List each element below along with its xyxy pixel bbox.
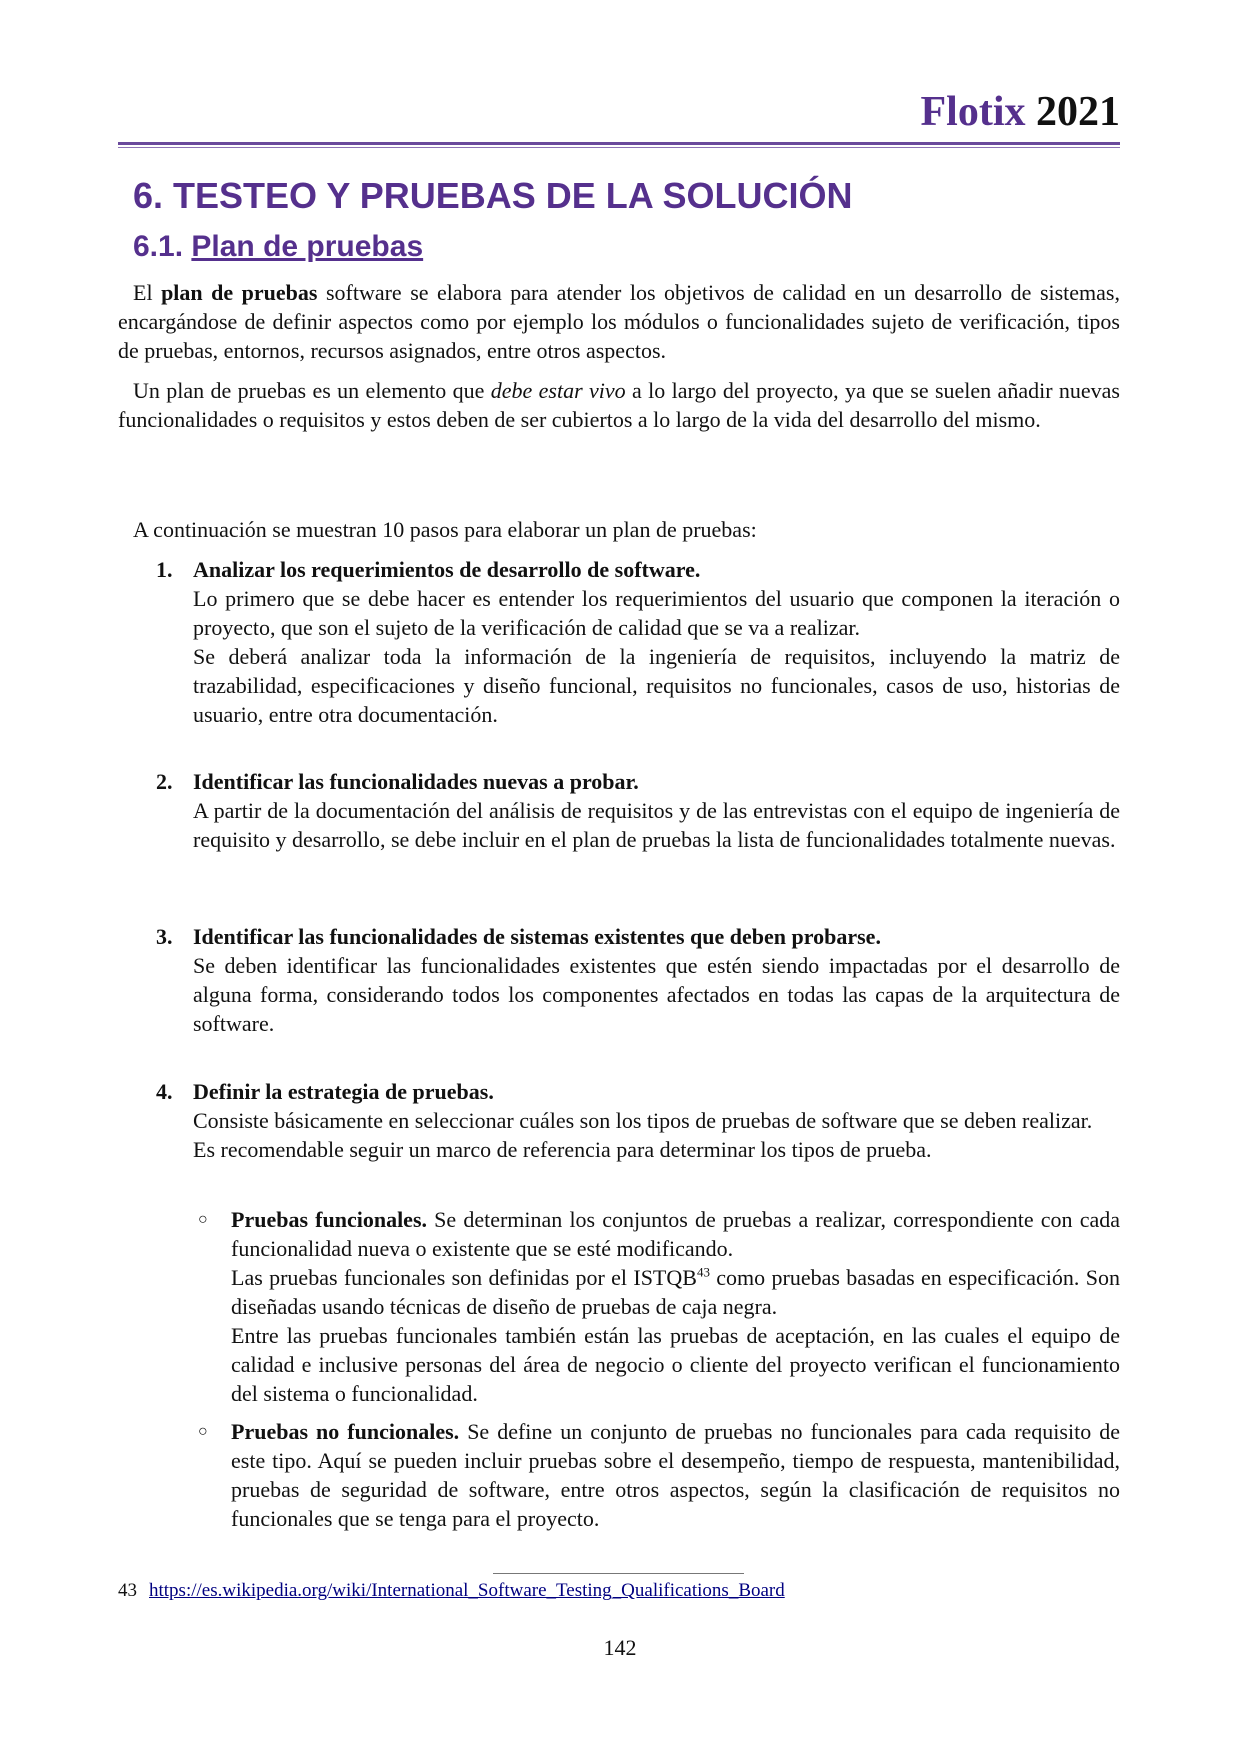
step-text: Es recomendable seguir un marco de referencia para determinar los tipos de prueba.	[193, 1137, 932, 1162]
bullet-text: como pruebas basadas en especificación. Son diseñadas usando técnicas de diseño de pruebas de caja negra.	[231, 1265, 1120, 1319]
list-item	[156, 922, 1120, 1038]
step-text: Se deberá analizar toda la información de la ingeniería de requisitos, incluyendo la matriz de trazabilidad, especificaciones y diseño funcional, requisitos no funcionales, casos de uso, historias de usuario, entre otra documentación.	[193, 644, 1120, 727]
bullet-item	[198, 1205, 1120, 1408]
chapter-title: 6. TESTEO Y PRUEBAS DE LA SOLUCIÓN	[133, 175, 853, 216]
paragraph-2	[118, 376, 1120, 434]
section-number: 6.1.	[133, 230, 184, 263]
list-number: 1.	[156, 557, 173, 582]
circle-bullet-icon: ○	[198, 1423, 208, 1440]
header-rule	[118, 142, 1120, 145]
list-number: 4.	[156, 1079, 173, 1104]
bold-text: plan de pruebas	[161, 280, 318, 305]
step-text: Se deben identificar las funcionalidades existentes que estén siendo impactadas por el desarrollo de alguna forma, considerando todos los componentes afectados en todas las capas de la arquitectura de software.	[193, 953, 1120, 1036]
header-brand: Flotix	[920, 89, 1026, 135]
bullet-title: Pruebas no funcionales.	[231, 1419, 460, 1444]
footnote	[118, 1580, 785, 1602]
text: software se elabora para atender los objetivos de calidad en un desarrollo de sistemas, encargándose de definir aspectos como por ejemplo los módulos o funcionalidades sujeto de verificación, tipos de pruebas, entornos, recursos asignados, entre otros aspectos.	[118, 280, 1120, 363]
section-title	[133, 230, 423, 264]
list-number: 2.	[156, 769, 173, 794]
bullet-text: Se define un conjunto de pruebas no funcionales para cada requisito de este tipo. Aquí se pueden incluir pruebas sobre el desempeño, tiempo de respuesta, mantenibilidad, pruebas de seguridad de software, entre otros aspectos, según la clasificación de requisitos no funcionales que se tenga para el proyecto.	[231, 1419, 1120, 1531]
bullet-text: Se determinan los conjuntos de pruebas a realizar, correspondiente con cada funcionalidad nueva o existente que se esté modificando.	[231, 1207, 1120, 1261]
text: Un plan de pruebas es un elemento que	[133, 378, 491, 403]
paragraph-1	[118, 278, 1120, 365]
running-header	[921, 88, 1120, 136]
step-text: Consiste básicamente en seleccionar cuáles son los tipos de pruebas de software que se deben realizar.	[193, 1108, 1093, 1133]
header-year: 2021	[1036, 89, 1120, 135]
bullet-text: Las pruebas funcionales son definidas por el ISTQB	[231, 1265, 697, 1290]
footnote-ref[interactable]: 43	[696, 1264, 710, 1280]
text: El	[133, 280, 162, 305]
list-number: 3.	[156, 924, 173, 949]
footnote-separator	[493, 1573, 744, 1574]
header-rule-thin	[118, 147, 1120, 148]
step-title: Identificar las funcionalidades nuevas a probar.	[193, 769, 639, 794]
list-item	[156, 1077, 1120, 1164]
step-title: Analizar los requerimientos de desarrollo de software.	[193, 557, 701, 582]
italic-text: debe estar vivo	[490, 378, 626, 403]
bullet-item	[198, 1417, 1120, 1533]
text: A continuación se muestran 10 pasos para elaborar un plan de pruebas:	[133, 517, 757, 542]
step-text: Lo primero que se debe hacer es entender los requerimientos del usuario que componen la iteración o proyecto, que son el sujeto de la verificación de calidad que se va a realizar.	[193, 586, 1120, 640]
step-title: Identificar las funcionalidades de sistemas existentes que deben probarse.	[193, 924, 881, 949]
bullet-text: Entre las pruebas funcionales también están las pruebas de aceptación, en las cuales el equipo de calidad e inclusive personas del área de negocio o cliente del proyecto verifican el funcionamiento del sistema o funcionalidad.	[231, 1323, 1120, 1406]
bullet-title: Pruebas funcionales.	[231, 1207, 428, 1232]
footnote-number: 43	[118, 1580, 137, 1601]
list-item	[156, 555, 1120, 729]
intro-paragraph	[118, 515, 1120, 544]
step-text: A partir de la documentación del análisis de requisitos y de las entrevistas con el equipo de ingeniería de requisito y desarrollo, se debe incluir en el plan de pruebas la lista de funcionalidades totalmente nuevas.	[193, 798, 1120, 852]
circle-bullet-icon: ○	[198, 1211, 208, 1228]
list-item	[156, 767, 1120, 854]
text: a lo largo del proyecto, ya que se suelen añadir nuevas funcionalidades o requisitos y estos deben de ser cubiertos a lo largo de la vida del desarrollo del mismo.	[118, 378, 1120, 432]
step-title: Definir la estrategia de pruebas.	[193, 1079, 494, 1104]
page-number: 142	[603, 1635, 637, 1660]
footnote-link[interactable]: https://es.wikipedia.org/wiki/International_Software_Testing_Qualifications_Board	[149, 1580, 785, 1601]
section-title-text: Plan de pruebas	[191, 230, 424, 263]
